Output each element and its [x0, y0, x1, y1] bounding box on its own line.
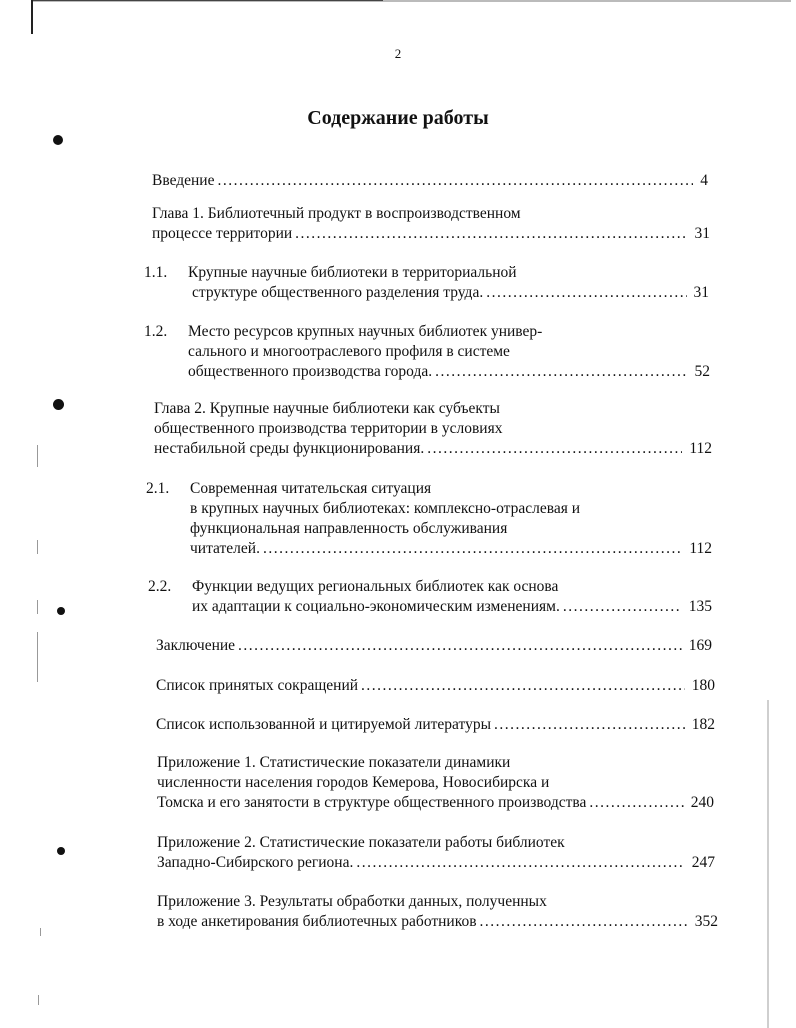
toc-page-number: 240 [690, 794, 714, 811]
toc-entry-text: Приложение 3. Результаты обработки данных, полученных [157, 893, 547, 910]
toc-entry-text: функциональная направленность обслуживания [190, 520, 508, 537]
toc-page-number: 135 [688, 598, 712, 615]
toc-entry-text: численности населения городов Кемерова, Новосибирска и [157, 774, 550, 791]
toc-page-number: 247 [691, 854, 715, 871]
punch-hole-mark [57, 847, 65, 855]
scan-tick-mark [38, 995, 39, 1005]
toc-entry-text: Крупные научные библиотеки в территориальной [188, 264, 517, 281]
toc-page-number: 180 [691, 677, 715, 694]
toc-entry-text: Функции ведущих региональных библиотек как основа [192, 578, 559, 595]
toc-entry-text: процессе территории [152, 225, 293, 242]
page-title: Содержание работы [307, 107, 489, 129]
toc-page-number: 112 [689, 440, 712, 457]
punch-hole-mark [57, 607, 65, 615]
toc-entry-text: общественного производства города. [188, 363, 433, 380]
dot-leader [238, 636, 682, 656]
toc-entry-text: Глава 2. Крупные научные библиотеки как субъекты [154, 400, 500, 417]
dot-leader [217, 171, 693, 191]
dot-leader [361, 676, 685, 696]
toc-section-number: 2.2. [148, 578, 172, 595]
toc-section-number: 1.2. [144, 323, 168, 340]
page-number: 2 [394, 46, 402, 61]
toc-entry-text: Западно-Сибирского региона. [157, 854, 354, 871]
toc-page-number: 31 [693, 284, 709, 301]
toc-entry-text: сального и многоотраслевого профиля в системе [188, 343, 510, 360]
toc-entry-text: Приложение 1. Статистические показатели динамики [157, 754, 511, 771]
scan-left-edge [31, 0, 33, 34]
toc-page-number: 182 [691, 716, 715, 733]
toc-entry-text: в ходе анкетирования библиотечных работников [157, 913, 477, 930]
toc-section-number: 1.1. [144, 264, 168, 281]
toc-entry-text: Глава 1. Библиотечный продукт в воспроизводственном [152, 205, 521, 222]
toc-entry-text: структуре общественного разделения труда. [192, 284, 484, 301]
dot-leader [295, 224, 687, 244]
toc-entry-text: Список принятых сокращений [156, 677, 359, 694]
toc-page-number: 31 [694, 225, 710, 242]
dot-leader [589, 793, 683, 813]
toc-page-number: 112 [689, 540, 712, 557]
toc-entry-text: Томска и его занятости в структуре общественного производства [157, 794, 587, 811]
scan-right-edge [767, 700, 769, 1028]
toc-entry-text: Место ресурсов крупных научных библиотек унивеp- [188, 323, 543, 340]
scan-tick-mark [40, 928, 41, 936]
toc-page-number: 352 [694, 913, 718, 930]
toc-page-number: 52 [694, 363, 710, 380]
scan-tick-mark [37, 600, 38, 614]
toc-entry-text: в крупных научных библиотеках: комплексно-отраслевая и [190, 500, 581, 517]
toc-entry-text: нестабильной среды функционирования. [154, 440, 425, 457]
scan-tick-mark [37, 540, 38, 554]
toc-entry-text: их адаптации к социально-экономическим изменениям. [192, 598, 560, 615]
toc-entry-text: Список использованной и цитируемой литературы [156, 716, 491, 733]
toc-entry-text: читателей. [190, 540, 260, 557]
dot-leader [427, 439, 682, 459]
scan-top-edge-dark [33, 0, 383, 1]
dot-leader [263, 539, 682, 559]
toc-page-number: 4 [700, 172, 708, 189]
dot-leader [435, 362, 687, 382]
punch-hole-mark [53, 135, 63, 145]
toc-entry-text: Заключение [156, 637, 236, 654]
toc-entry-text: Введение [152, 172, 215, 189]
toc-entry-text: общественного производства территории в условиях [154, 420, 503, 437]
scan-tick-mark [37, 445, 38, 467]
dot-leader [480, 912, 688, 932]
punch-hole-mark [53, 399, 64, 410]
toc-section-number: 2.1. [146, 480, 170, 497]
dot-leader [356, 853, 684, 873]
toc-entry-text: Современная читательская ситуация [190, 480, 432, 497]
scan-tick-mark [37, 632, 38, 682]
dot-leader [563, 597, 682, 617]
dot-leader [486, 283, 686, 303]
toc-page-number: 169 [688, 637, 712, 654]
toc-entry-text: Приложение 2. Статистические показатели работы библиотек [157, 834, 565, 851]
dot-leader [494, 715, 685, 735]
